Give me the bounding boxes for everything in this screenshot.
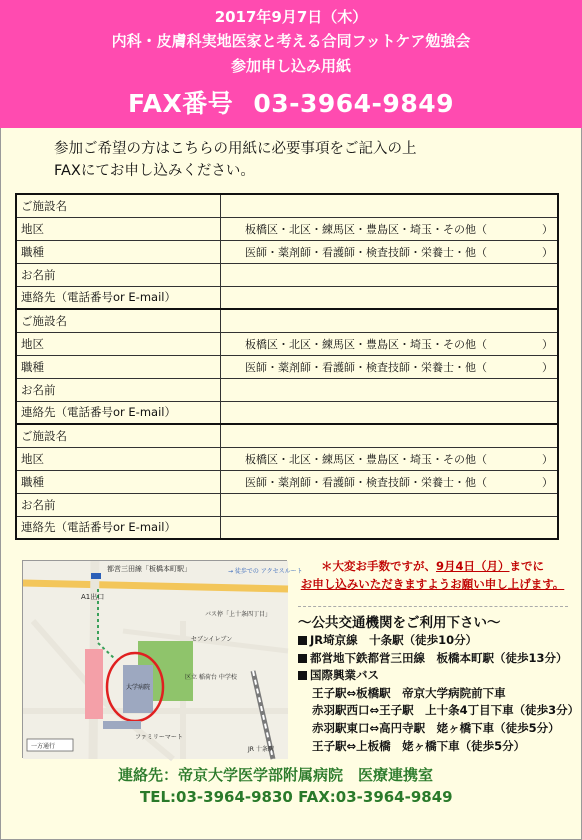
intro-line-1: 参加ご希望の方はこちらの用紙に必要事項をご記入の上	[54, 141, 417, 157]
access-list	[298, 632, 579, 755]
map-label-school: 区立 稲荷台 中学校	[185, 674, 237, 681]
form-label-area: 地区	[16, 217, 221, 240]
notice-suffix: までに	[509, 559, 544, 573]
form-options-job[interactable]: 医師・薬剤師・看護師・検査技師・栄養士・他（ ）	[221, 355, 559, 378]
form-field-facility[interactable]	[221, 309, 559, 332]
form-row-contact	[16, 286, 558, 309]
map-label-access: → 徒歩での アクセスルート	[228, 568, 303, 575]
form-label-contact: 連絡先（電話番号or E-mail）	[16, 516, 221, 539]
form-row-area	[16, 332, 558, 355]
bullet-square-icon	[298, 671, 307, 680]
form-row-facility	[16, 194, 558, 217]
bullet-square-icon	[298, 636, 307, 645]
form-field-facility[interactable]	[221, 424, 559, 447]
form-field-contact[interactable]	[221, 286, 559, 309]
form-field-name[interactable]	[221, 493, 559, 516]
form-row-name	[16, 378, 558, 401]
map-label-jr: JR 十条駅	[248, 746, 274, 753]
bus-route: 赤羽駅西口⇔王子駅 上十条4丁目下車（徒歩3分）	[312, 703, 580, 718]
form-field-facility[interactable]	[221, 194, 559, 217]
map-label-seven: セブンイレブン	[191, 636, 233, 643]
form-row-name	[16, 493, 558, 516]
form-label-job: 職種	[16, 355, 221, 378]
form-field-name[interactable]	[221, 378, 559, 401]
bullet-square-icon	[298, 654, 307, 663]
map-label-exit: A1出口	[81, 593, 105, 601]
map-label-shop: ファミリーマート	[135, 734, 183, 741]
access-map	[22, 560, 303, 758]
deadline-date: 9月4日（月）	[435, 559, 510, 573]
map-label-hospital: 大学病院	[126, 684, 151, 691]
form-label-job: 職種	[16, 470, 221, 493]
bus-route: 王子駅⇔上板橋 姥ヶ橋下車（徒歩5分）	[312, 738, 526, 753]
access-item-text: JR埼京線 十条駅（徒歩10分）	[310, 633, 478, 647]
form-row-job	[16, 470, 558, 493]
contact-line-2: TEL:03-3964-9830 FAX:03-3964-9849	[140, 788, 453, 806]
form-options-area[interactable]: 板橋区・北区・練馬区・豊島区・埼玉・その他（ ）	[221, 447, 559, 470]
form-title: 参加申し込み用紙	[230, 57, 351, 75]
notice-prefix: ＊大変お手数ですが、	[320, 559, 436, 573]
contact-line-1: 連絡先：帝京大学医学部附属病院 医療連携室	[118, 766, 434, 784]
form-options-job[interactable]: 医師・薬剤師・看護師・検査技師・栄養士・他（ ）	[221, 240, 559, 263]
form-row-facility	[16, 424, 558, 447]
event-title: 内科・皮膚科実地医家と考える合同フットケア勉強会	[111, 32, 471, 50]
map-label-station: 都営三田線「板橋本町駅」	[107, 565, 191, 573]
form-label-name: お名前	[16, 263, 221, 286]
fax-label: FAX番号	[127, 89, 234, 118]
form-row-job	[16, 240, 558, 263]
form-row-area	[16, 217, 558, 240]
form-label-facility: ご施設名	[16, 194, 221, 217]
form-label-facility: ご施設名	[16, 424, 221, 447]
notice-line-1	[290, 557, 575, 575]
form-label-area: 地区	[16, 332, 221, 355]
header-banner	[0, 0, 582, 128]
access-title: ～公共交通機関をご利用下さい～	[298, 606, 568, 631]
map-drawing	[23, 561, 303, 759]
form-label-name: お名前	[16, 378, 221, 401]
fax-number: 03-3964-9849	[253, 89, 455, 118]
form-label-facility: ご施設名	[16, 309, 221, 332]
bus-route: 赤羽駅東口⇔高円寺駅 姥ヶ橋下車（徒歩5分）	[312, 720, 560, 735]
form-options-area[interactable]: 板橋区・北区・練馬区・豊島区・埼玉・その他（ ）	[221, 217, 559, 240]
access-item	[298, 667, 579, 685]
event-date: 2017年9月7日（木）	[214, 8, 368, 26]
form-label-contact: 連絡先（電話番号or E-mail）	[16, 401, 221, 424]
form-label-area: 地区	[16, 447, 221, 470]
intro-text	[54, 138, 417, 182]
bus-route: 王子駅⇔板橋駅 帝京大学病院前下車	[312, 685, 506, 700]
access-item-text: 国際興業バス	[310, 668, 379, 683]
form-label-job: 職種	[16, 240, 221, 263]
intro-line-2: FAXにてお申し込みください。	[54, 163, 255, 179]
fax-heading	[0, 84, 582, 120]
form-options-job[interactable]: 医師・薬剤師・看護師・検査技師・栄養士・他（ ）	[221, 470, 559, 493]
map-label-one-way: 一方通行	[31, 743, 56, 750]
access-item	[298, 650, 579, 668]
form-row-facility	[16, 309, 558, 332]
deadline-notice	[290, 557, 575, 593]
access-item	[298, 632, 579, 650]
form-row-name	[16, 263, 558, 286]
form-options-area[interactable]: 板橋区・北区・練馬区・豊島区・埼玉・その他（ ）	[221, 332, 559, 355]
form-row-area	[16, 447, 558, 470]
form-field-contact[interactable]	[221, 401, 559, 424]
form-field-name[interactable]	[221, 263, 559, 286]
form-row-contact	[16, 401, 558, 424]
form-label-contact: 連絡先（電話番号or E-mail）	[16, 286, 221, 309]
map-label-bus: バス停「上十条四丁目」	[205, 611, 272, 618]
notice-line-2: お申し込みいただきますようお願い申し上げます。	[300, 577, 565, 591]
access-item-text: 都営地下鉄都営三田線 板橋本町駅（徒歩13分）	[310, 650, 568, 665]
form-label-name: お名前	[16, 493, 221, 516]
form-field-contact[interactable]	[221, 516, 559, 539]
form-row-job	[16, 355, 558, 378]
application-form	[15, 193, 559, 540]
form-row-contact	[16, 516, 558, 539]
